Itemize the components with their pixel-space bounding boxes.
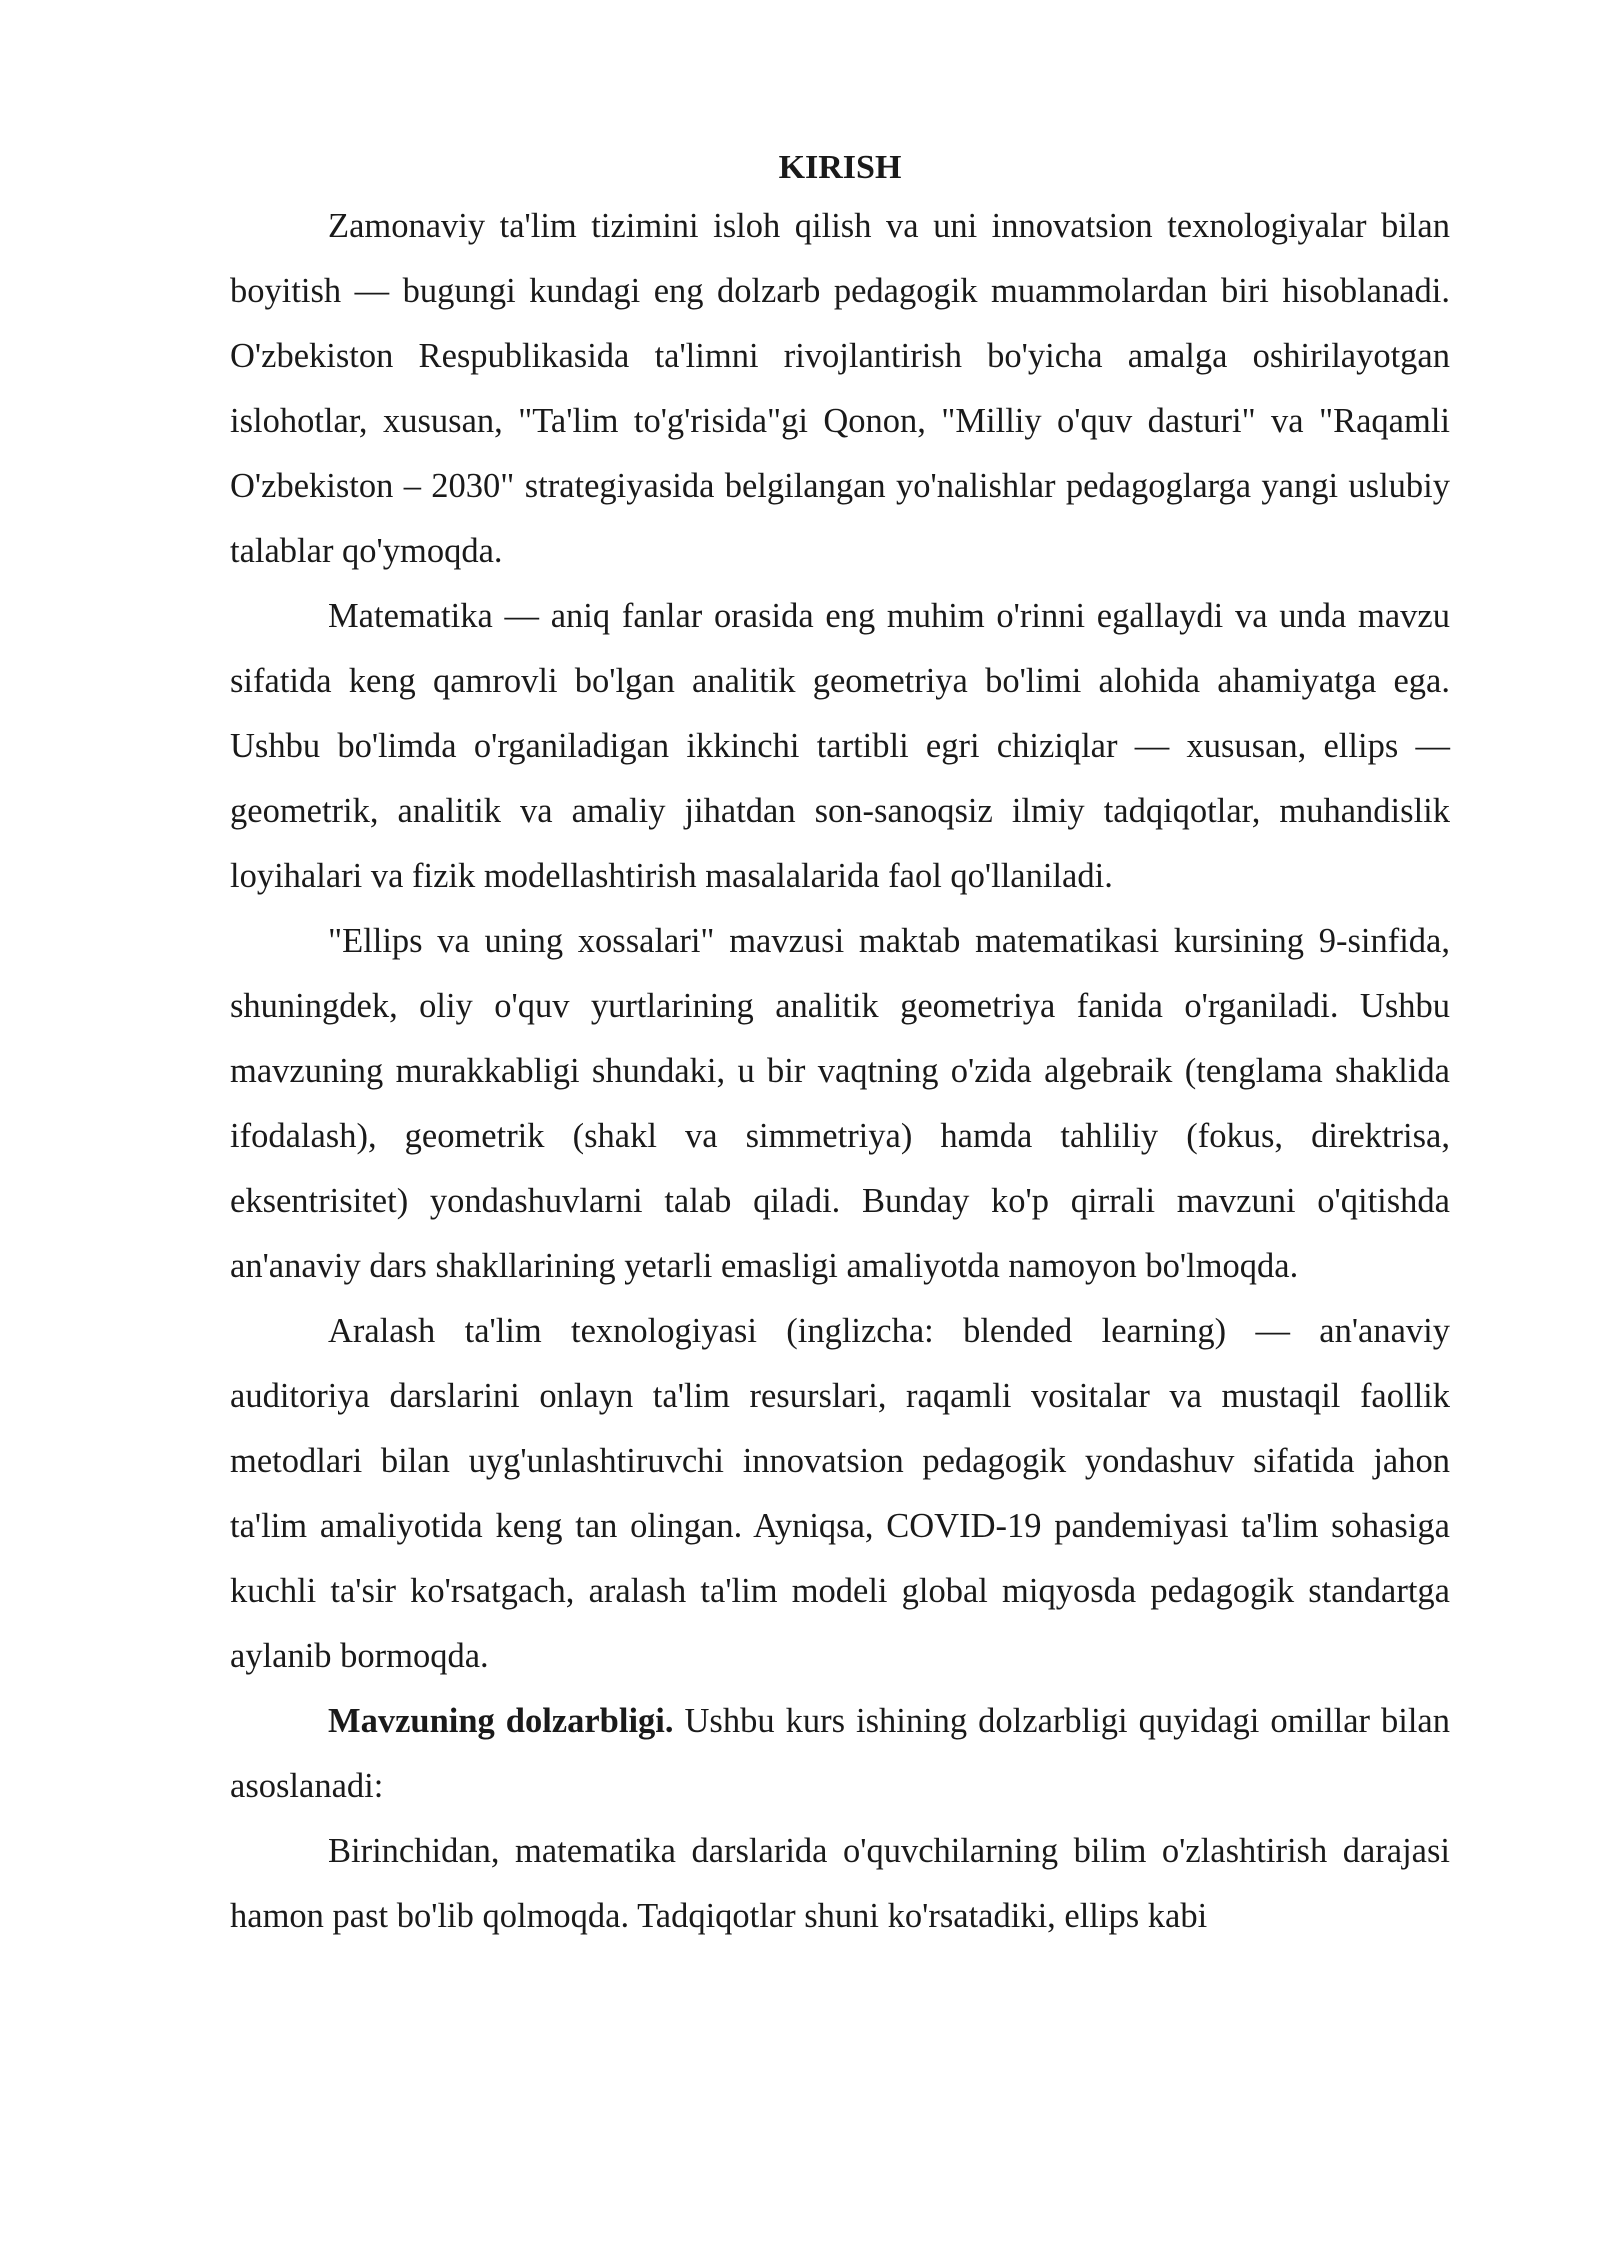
section-heading: KIRISH <box>778 149 902 186</box>
paragraph-first-reason: Birinchidan, matematika darslarida o'quvchilarning bilim o'zlashtirish darajasi hamon past bo'lib qolmoqda. Tadqiqotlar shuni ko'rsatadiki, ellips kabi <box>230 1832 1450 1935</box>
paragraph-blended-learning: Aralash ta'lim texnologiyasi (inglizcha: blended learning) — an'anaviy auditoriya darslarini onlayn ta'lim resurslari, raqamli vositalar va mustaqil faollik metodlari bilan uyg'unlashtiruvchi innovatsion pedagogik yondashuv sifatida jahon ta'lim amaliyotida keng tan olingan. Ayniqsa, COVID-19 pandemiyasi ta'lim sohasiga kuchli ta'sir ko'rsatgach, aralash ta'lim modeli global miqyosda pedagogik standartga aylanib bormoqda. <box>230 1312 1450 1675</box>
relevance-text: Ushbu kurs ishining dolzarbligi quyidagi omillar bilan asoslanadi: <box>230 1702 1450 1805</box>
document-page <box>230 144 1450 1949</box>
paragraph-mathematics: Matematika — aniq fanlar orasida eng muhim o'rinni egallaydi va unda mavzu sifatida keng qamrovli bo'lgan analitik geometriya bo'limi alohida ahamiyatga ega. Ushbu bo'limda o'rganiladigan ikkinchi tartibli egri chiziqlar — xususan, ellips — geometrik, analitik va amaliy jihatdan son-sanoqsiz ilmiy tadqiqotlar, muhandislik loyihalari va fizik modellashtirish masalalarida faol qo'llaniladi. <box>230 597 1450 895</box>
relevance-lead: Mavzuning dolzarbligi. <box>328 1702 674 1740</box>
paragraph-relevance <box>230 1689 1450 1819</box>
paragraph-intro: Zamonaviy ta'lim tizimini isloh qilish va uni innovatsion texnologiyalar bilan boyitish — bugungi kundagi eng dolzarb pedagogik muammolardan biri hisoblanadi. O'zbekiston Respublikasida ta'limni rivojlantirish bo'yicha amalga oshirilayotgan islohotlar, xususan, "Ta'lim to'g'risida"gi Qonon, "Milliy o'quv dasturi" va "Raqamli O'zbekiston – 2030" strategiyasida belgilangan yo'nalishlar pedagoglarga yangi uslubiy talablar qo'ymoqda. <box>230 207 1450 570</box>
paragraph-ellipse-topic: "Ellips va uning xossalari" mavzusi maktab matematikasi kursining 9-sinfida, shuningdek, oliy o'quv yurtlarining analitik geometriya fanida o'rganiladi. Ushbu mavzuning murakkabligi shundaki, u bir vaqtning o'zida algebraik (tenglama shaklida ifodalash), geometrik (shakl va simmetriya) hamda tahliliy (fokus, direktrisa, eksentrisitet) yondashuvlarni talab qiladi. Bunday ko'p qirrali mavzuni o'qitishda an'anaviy dars shakllarining yetarli emasligi amaliyotda namoyon bo'lmoqda. <box>230 922 1450 1285</box>
